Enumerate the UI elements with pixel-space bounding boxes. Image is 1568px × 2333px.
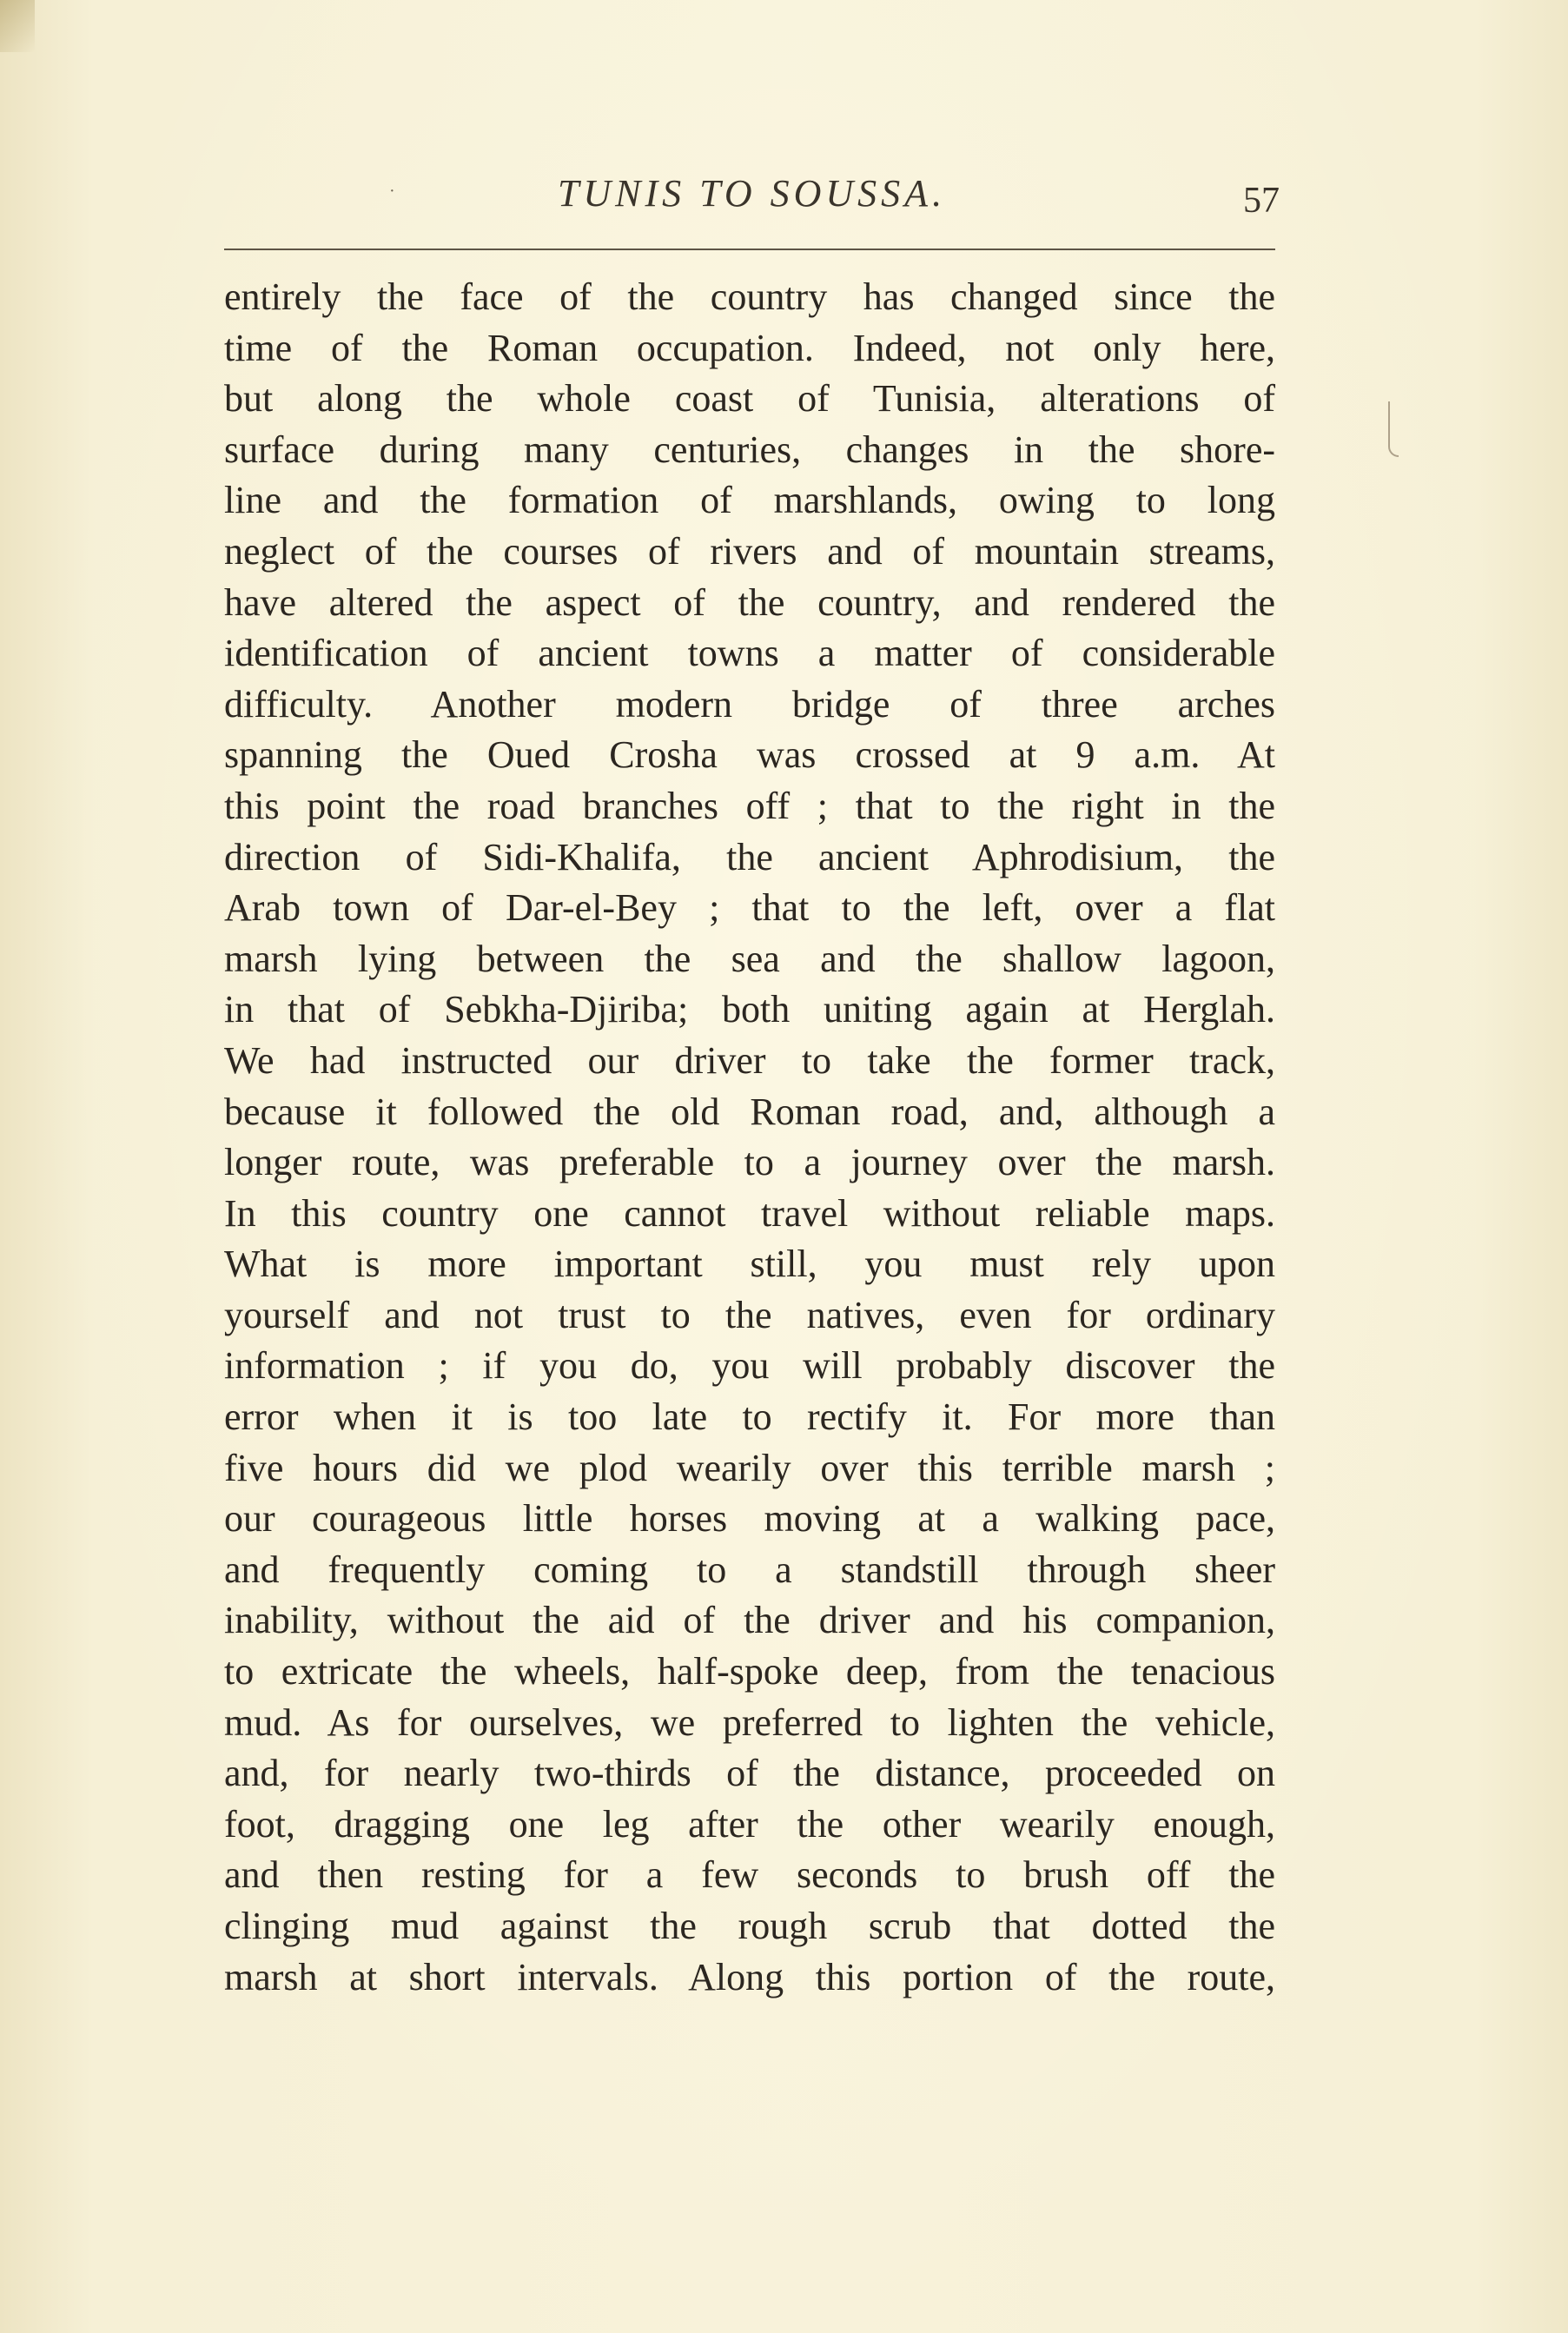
- text-line: We had instructed our driver to take the former track,: [224, 1038, 1275, 1082]
- text-line: in that of Sebkha-Djiriba; both uniting again at Herglah.: [224, 988, 1275, 1031]
- page-number: 57: [1243, 181, 1280, 221]
- text-line: surface during many centuries, changes in the shore-: [224, 427, 1275, 471]
- text-line: Arab town of Dar-el-Bey ; that to the left, over a flat: [224, 886, 1275, 930]
- text-line: because it followed the old Roman road, and, although a: [224, 1090, 1275, 1133]
- text-line: neglect of the courses of rivers and of mountain streams,: [224, 529, 1275, 573]
- text-line: this point the road branches off ; that to the right in the: [224, 784, 1275, 827]
- text-line: clinging mud against the rough scrub that dotted the: [224, 1905, 1275, 1947]
- text-line: time of the Roman occupation. Indeed, not only here,: [224, 326, 1275, 369]
- text-line: and then resting for a few seconds to brush off the: [224, 1853, 1275, 1897]
- text-line: entirely the face of the country has changed since the: [224, 275, 1275, 318]
- text-line: longer route, was preferable to a journey over the marsh.: [224, 1141, 1275, 1184]
- text-line: but along the whole coast of Tunisia, alterations of: [224, 377, 1275, 421]
- text-line: yourself and not trust to the natives, even for ordinary: [224, 1293, 1275, 1336]
- text-line: line and the formation of marshlands, owing to long: [224, 479, 1275, 522]
- text-line: marsh lying between the sea and the shallow lagoon,: [224, 937, 1275, 980]
- text-line: In this country one cannot travel without reliable maps.: [224, 1191, 1275, 1235]
- text-line: spanning the Oued Crosha was crossed at 9 a.m. At: [224, 733, 1275, 777]
- header-mark: ·: [389, 182, 395, 201]
- text-line: error when it is too late to rectify it. For more than: [224, 1395, 1275, 1439]
- text-line: have altered the aspect of the country, and rendered the: [224, 580, 1275, 624]
- text-line: and, for nearly two-thirds of the distance, proceeded on: [224, 1752, 1275, 1795]
- text-line: mud. As for ourselves, we preferred to lighten the vehicle,: [224, 1700, 1275, 1744]
- text-line: What is more important still, you must rely upon: [224, 1243, 1275, 1286]
- text-line: identification of ancient towns a matter of considerable: [224, 632, 1275, 675]
- text-line: foot, dragging one leg after the other wearily enough,: [224, 1802, 1275, 1846]
- text-line: five hours did we plod wearily over this terrible marsh ;: [224, 1446, 1275, 1489]
- text-line: and frequently coming to a standstill through sheer: [224, 1548, 1275, 1591]
- text-line: inability, without the aid of the driver and his companion,: [224, 1599, 1275, 1642]
- text-line: direction of Sidi-Khalifa, the ancient Aphrodisium, the: [224, 835, 1275, 878]
- text-line: our courageous little horses moving at a walking pace,: [224, 1497, 1275, 1541]
- text-line: difficulty. Another modern bridge of three arches: [224, 682, 1275, 726]
- margin-mark: [1388, 401, 1399, 457]
- text-line: information ; if you do, you will probably discover the: [224, 1344, 1275, 1388]
- text-line: marsh at short intervals. Along this portion of the route,: [224, 1955, 1275, 1998]
- page-corner-shadow: [0, 0, 35, 52]
- running-title: TUNIS TO SOUSSA.: [557, 172, 947, 215]
- body-text: [224, 272, 1275, 2003]
- text-line: to extricate the wheels, half-spoke deep, from the tenacious: [224, 1650, 1275, 1693]
- running-head: [224, 171, 1280, 232]
- header-rule: [224, 249, 1275, 250]
